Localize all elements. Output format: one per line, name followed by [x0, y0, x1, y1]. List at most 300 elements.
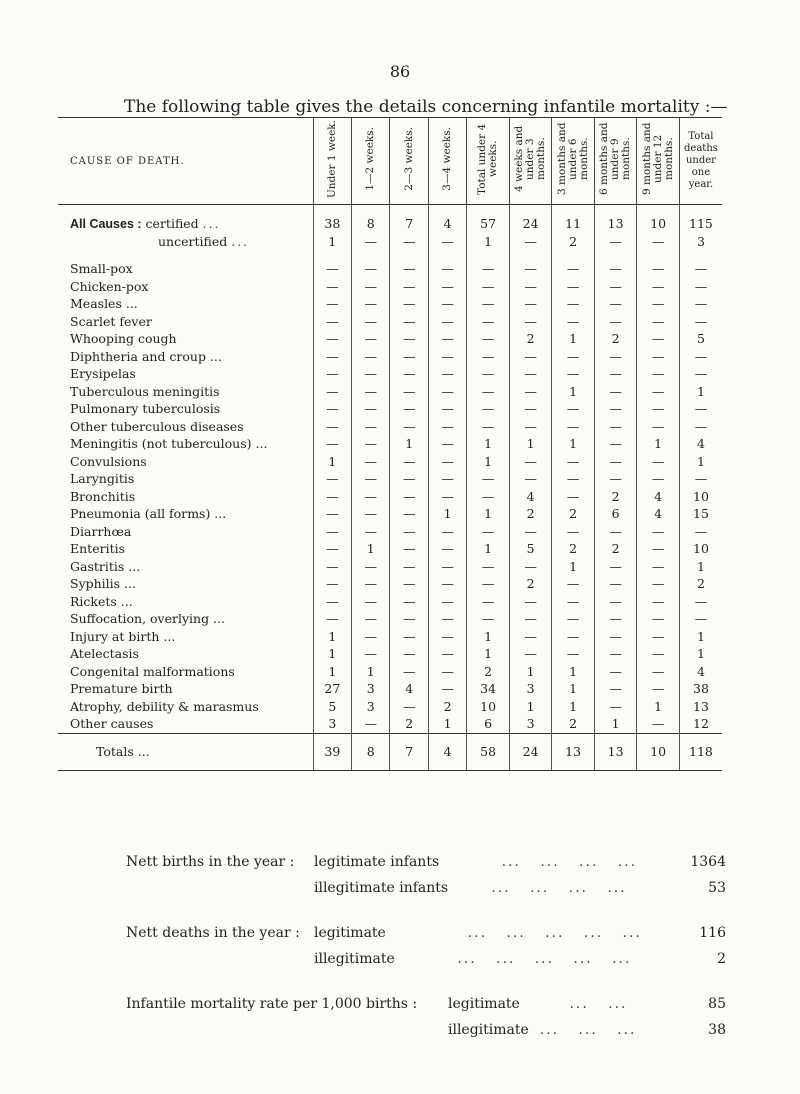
table-cell: —: [352, 470, 390, 488]
table-cell: 2: [552, 505, 595, 523]
table-cell: 1: [679, 558, 722, 576]
table-cell: 4: [509, 488, 552, 506]
table-cell: —: [390, 593, 428, 611]
table-cell: —: [594, 610, 637, 628]
table-cell: —: [552, 488, 595, 506]
table-cell: —: [552, 400, 595, 418]
table-cell: —: [637, 365, 680, 383]
table-cell: —: [679, 470, 722, 488]
births-label: Nett births in the year :: [126, 854, 295, 870]
table-cell: —: [313, 295, 351, 313]
table-cell: 1: [679, 383, 722, 401]
table-cell: —: [594, 435, 637, 453]
table-cell: —: [390, 505, 428, 523]
table-row: [58, 610, 722, 628]
table-cell: 1: [313, 453, 351, 471]
table-row: [58, 698, 722, 716]
table-cell: —: [352, 610, 390, 628]
cause-label: Injury at birth ...: [70, 628, 176, 644]
table-cell: —: [509, 470, 552, 488]
table-cell: —: [428, 663, 466, 681]
table-row: [58, 680, 722, 698]
table-cell: —: [637, 400, 680, 418]
table-cell: 4: [679, 663, 722, 681]
table-cell: —: [637, 680, 680, 698]
cause-label: Convulsions: [70, 453, 147, 469]
table-cell: 3: [352, 698, 390, 716]
table-cell: 2: [509, 330, 552, 348]
table-row: [58, 383, 722, 401]
table-row: [58, 523, 722, 541]
table-cell: —: [313, 418, 351, 436]
table-cell: —: [552, 628, 595, 646]
table-cell: —: [352, 453, 390, 471]
table-cell: —: [467, 295, 510, 313]
table-row: [58, 453, 722, 471]
table-cell: —: [313, 488, 351, 506]
table-cell: 3: [313, 715, 351, 733]
table-cell: —: [428, 488, 466, 506]
table-cell: —: [679, 313, 722, 331]
table-cell: —: [637, 330, 680, 348]
table-row: [58, 628, 722, 646]
table-cell: —: [390, 698, 428, 716]
table-cell: —: [509, 610, 552, 628]
table-cell: —: [313, 593, 351, 611]
table-row: [58, 558, 722, 576]
table-row: [58, 540, 722, 558]
table-cell: —: [637, 663, 680, 681]
table-row: [58, 488, 722, 506]
deaths-legit-value: 116: [699, 925, 726, 941]
table-cell: —: [467, 330, 510, 348]
table-cell: 2: [509, 505, 552, 523]
table-cell: —: [390, 295, 428, 313]
table-cell: —: [552, 295, 595, 313]
table-cell: 34: [467, 680, 510, 698]
table-cell: —: [467, 383, 510, 401]
table-cell: —: [637, 453, 680, 471]
table-cell: 2: [390, 715, 428, 733]
table-cell: 2: [552, 715, 595, 733]
table-row: [58, 365, 722, 383]
cause-label: Atrophy, debility & marasmus: [70, 698, 259, 714]
cause-label: Small-pox: [70, 261, 133, 277]
table-cell: —: [352, 278, 390, 296]
intro-text: The following table gives the details concerning infantile mortality :—: [124, 97, 728, 117]
table-cell: —: [467, 610, 510, 628]
cause-label: Other causes: [70, 716, 154, 732]
table-cell: —: [594, 628, 637, 646]
table-cell: —: [594, 593, 637, 611]
deaths-label: Nett deaths in the year :: [126, 925, 300, 941]
table-cell: 4: [679, 435, 722, 453]
table-cell: —: [637, 593, 680, 611]
table-cell: 39: [313, 733, 351, 770]
table-cell: —: [467, 558, 510, 576]
table-cell: 1: [509, 435, 552, 453]
table-cell: —: [552, 593, 595, 611]
table-cell: —: [390, 383, 428, 401]
cause-label: Diphtheria and croup ...: [70, 348, 222, 364]
table-cell: —: [509, 260, 552, 278]
table-row: [58, 645, 722, 663]
table-cell: —: [428, 435, 466, 453]
table-cell: 1: [313, 628, 351, 646]
cause-label: Whooping cough: [70, 331, 177, 347]
col-header: 4 weeks and under 3 months.: [509, 118, 552, 205]
table-cell: —: [428, 348, 466, 366]
table-cell: —: [313, 470, 351, 488]
table-cell: —: [390, 628, 428, 646]
col-header: 3 months and under 6 months.: [552, 118, 595, 205]
table-cell: 4: [637, 488, 680, 506]
table-cell: —: [428, 365, 466, 383]
table-cell: 1: [428, 505, 466, 523]
all-causes-label: All Causes :: [70, 217, 142, 232]
table-cell: —: [552, 610, 595, 628]
table-cell: —: [313, 610, 351, 628]
table-cell: —: [390, 348, 428, 366]
rate-legit-row: legitimate ... ...: [448, 996, 628, 1012]
table-cell: —: [467, 278, 510, 296]
col-header: 1—2 weeks.: [352, 118, 390, 205]
table-cell: —: [352, 383, 390, 401]
cause-label: Gastritis ...: [70, 558, 141, 574]
cause-label: Scarlet fever: [70, 313, 152, 329]
table-cell: —: [428, 400, 466, 418]
table-cell: —: [594, 278, 637, 296]
total-header: Total deaths under one year.: [679, 118, 722, 205]
table-cell: —: [637, 260, 680, 278]
table-cell: —: [467, 418, 510, 436]
cause-label: Enteritis: [70, 541, 126, 557]
table-cell: —: [313, 523, 351, 541]
table-row: [58, 715, 722, 733]
table-cell: —: [679, 593, 722, 611]
table-cell: —: [428, 453, 466, 471]
table-cell: 13: [594, 215, 637, 233]
table-cell: 1: [552, 558, 595, 576]
cause-label: Measles ...: [70, 296, 138, 312]
table-cell: —: [313, 505, 351, 523]
table-cell: —: [428, 628, 466, 646]
table-cell: —: [428, 680, 466, 698]
table-cell: 7: [390, 733, 428, 770]
header-row: [58, 118, 722, 205]
table-cell: —: [552, 523, 595, 541]
table-cell: —: [679, 278, 722, 296]
cause-label: Syphilis ...: [70, 576, 136, 592]
table-cell: 57: [467, 215, 510, 233]
table-cell: —: [428, 383, 466, 401]
table-cell: —: [313, 558, 351, 576]
table-cell: 2: [467, 663, 510, 681]
table-cell: —: [594, 470, 637, 488]
table-cell: —: [637, 470, 680, 488]
table-cell: —: [467, 523, 510, 541]
table-cell: —: [679, 523, 722, 541]
table-cell: 118: [679, 733, 722, 770]
cause-header: CAUSE OF DEATH.: [58, 118, 313, 205]
table-cell: —: [352, 295, 390, 313]
table-cell: 2: [594, 488, 637, 506]
table-cell: —: [637, 233, 680, 251]
table-cell: 1: [637, 698, 680, 716]
table-cell: —: [594, 453, 637, 471]
table-cell: 1: [552, 330, 595, 348]
col-header: Under 1 week.: [313, 118, 351, 205]
table-cell: —: [637, 313, 680, 331]
cause-label: Diarrhœa: [70, 523, 132, 539]
table-row: [58, 505, 722, 523]
table-cell: 1: [467, 540, 510, 558]
table-cell: —: [428, 540, 466, 558]
table-cell: —: [352, 575, 390, 593]
table-cell: 1: [467, 435, 510, 453]
table-row: [58, 348, 722, 366]
table-cell: 38: [679, 680, 722, 698]
table-cell: —: [313, 540, 351, 558]
table-cell: —: [594, 400, 637, 418]
table-cell: —: [467, 400, 510, 418]
table-cell: 1: [313, 645, 351, 663]
table-cell: —: [594, 645, 637, 663]
table-cell: —: [428, 558, 466, 576]
births-legit-row: legitimate infants ... ... ... ...: [314, 854, 638, 870]
table-cell: —: [428, 575, 466, 593]
table-cell: 1: [352, 663, 390, 681]
table-cell: —: [467, 593, 510, 611]
table-cell: —: [637, 383, 680, 401]
table-cell: —: [390, 663, 428, 681]
table-cell: —: [313, 330, 351, 348]
table-cell: —: [637, 418, 680, 436]
table-cell: 4: [390, 680, 428, 698]
table-cell: —: [637, 645, 680, 663]
table-cell: —: [467, 365, 510, 383]
table-cell: 13: [679, 698, 722, 716]
table-cell: —: [352, 628, 390, 646]
table-cell: 13: [552, 733, 595, 770]
table-cell: —: [390, 233, 428, 251]
cause-label: Premature birth: [70, 681, 173, 697]
cause-label: Chicken-pox: [70, 278, 149, 294]
table-cell: —: [390, 453, 428, 471]
table-cell: —: [637, 628, 680, 646]
table-cell: 8: [352, 215, 390, 233]
table-row-uncertified: uncertified ... 1 — — — 1 — 2 — — 3: [58, 233, 722, 251]
births-illegit-row: illegitimate infants ... ... ... ...: [314, 880, 627, 896]
table-cell: —: [679, 418, 722, 436]
table-row: [58, 278, 722, 296]
table-cell: —: [552, 470, 595, 488]
table-cell: 11: [552, 215, 595, 233]
table-cell: 10: [467, 698, 510, 716]
table-cell: 2: [428, 698, 466, 716]
cause-label: Tuberculous meningitis: [70, 383, 220, 399]
table-cell: —: [352, 330, 390, 348]
table-cell: —: [679, 610, 722, 628]
table-cell: 15: [679, 505, 722, 523]
table-cell: —: [594, 313, 637, 331]
table-cell: —: [552, 418, 595, 436]
table-cell: 1: [390, 435, 428, 453]
table-cell: —: [679, 365, 722, 383]
rate-label: Infantile mortality rate per 1,000 births :: [126, 996, 418, 1012]
deaths-illegit-row: illegitimate ... ... ... ... ...: [314, 951, 632, 967]
table-cell: 5: [313, 698, 351, 716]
table-cell: —: [594, 575, 637, 593]
cause-label: Rickets ...: [70, 593, 133, 609]
col-header: 2—3 weeks.: [390, 118, 428, 205]
table-cell: —: [390, 470, 428, 488]
table-cell: —: [637, 610, 680, 628]
table-cell: 10: [637, 733, 680, 770]
table-cell: 115: [679, 215, 722, 233]
table-cell: 24: [509, 215, 552, 233]
table-cell: 3: [509, 715, 552, 733]
page-number: 86: [389, 62, 411, 81]
table-cell: 1: [552, 680, 595, 698]
table-cell: —: [594, 680, 637, 698]
table-cell: 8: [352, 733, 390, 770]
table-cell: —: [594, 365, 637, 383]
table-cell: 1: [552, 663, 595, 681]
table-cell: —: [552, 575, 595, 593]
table-cell: —: [352, 418, 390, 436]
table-cell: —: [352, 523, 390, 541]
table-cell: —: [352, 645, 390, 663]
table-cell: —: [428, 470, 466, 488]
table-cell: —: [509, 523, 552, 541]
table-cell: —: [390, 610, 428, 628]
table-cell: —: [390, 400, 428, 418]
cause-label: Congenital malformations: [70, 663, 235, 679]
table-cell: —: [637, 348, 680, 366]
table-cell: 1: [637, 435, 680, 453]
table-cell: —: [313, 575, 351, 593]
table-cell: —: [637, 295, 680, 313]
table-cell: 12: [679, 715, 722, 733]
table-cell: 2: [509, 575, 552, 593]
table-cell: —: [428, 330, 466, 348]
table-cell: —: [390, 278, 428, 296]
table-cell: —: [428, 233, 466, 251]
table-cell: —: [352, 558, 390, 576]
table-row: [58, 400, 722, 418]
table-cell: —: [390, 540, 428, 558]
table-cell: —: [679, 348, 722, 366]
table-cell: —: [594, 383, 637, 401]
table-cell: —: [390, 523, 428, 541]
table-row: [58, 470, 722, 488]
table-cell: —: [352, 365, 390, 383]
table-cell: 4: [428, 733, 466, 770]
table-cell: 6: [467, 715, 510, 733]
table-cell: —: [467, 348, 510, 366]
table-cell: 3: [352, 680, 390, 698]
table-cell: —: [390, 330, 428, 348]
table-cell: —: [509, 295, 552, 313]
table-cell: —: [509, 558, 552, 576]
table-cell: —: [594, 698, 637, 716]
table-cell: 2: [552, 540, 595, 558]
deaths-illegit-value: 2: [717, 951, 726, 967]
table-cell: —: [637, 523, 680, 541]
table-cell: —: [390, 418, 428, 436]
table-cell: 4: [637, 505, 680, 523]
table-cell: —: [428, 610, 466, 628]
cause-label: Laryngitis: [70, 471, 135, 487]
table-cell: —: [594, 260, 637, 278]
table-cell: 2: [594, 540, 637, 558]
table-cell: 3: [509, 680, 552, 698]
table-cell: —: [428, 313, 466, 331]
table-cell: —: [428, 260, 466, 278]
rate-illegit-row: illegitimate ... ... ...: [448, 1022, 637, 1038]
table-cell: —: [509, 348, 552, 366]
table-cell: 1: [352, 540, 390, 558]
cause-label: Pulmonary tuberculosis: [70, 401, 221, 417]
cause-label: Meningitis (not tuberculous) ...: [70, 436, 268, 452]
table-cell: —: [509, 418, 552, 436]
table-cell: —: [637, 558, 680, 576]
table-cell: —: [509, 278, 552, 296]
table-cell: —: [594, 418, 637, 436]
table-cell: 24: [509, 733, 552, 770]
table-cell: 1: [313, 233, 351, 251]
table-cell: —: [390, 260, 428, 278]
table-cell: 1: [552, 435, 595, 453]
table-cell: —: [467, 470, 510, 488]
table-row: [58, 295, 722, 313]
table-cell: 1: [594, 715, 637, 733]
table-cell: —: [552, 453, 595, 471]
table-cell: 1: [552, 383, 595, 401]
table-cell: —: [594, 663, 637, 681]
table-cell: 1: [467, 505, 510, 523]
table-cell: —: [509, 645, 552, 663]
table-cell: 2: [679, 575, 722, 593]
table-cell: —: [594, 295, 637, 313]
table-cell: —: [594, 523, 637, 541]
table-cell: 1: [509, 698, 552, 716]
col-header: Total under 4 weeks.: [467, 118, 510, 205]
table-cell: —: [428, 645, 466, 663]
table-row-certified: All Causes : certified ... 38 8 7 4 57 24 11 13 10 115: [58, 215, 722, 233]
table-cell: —: [509, 313, 552, 331]
rate-illegit-value: 38: [708, 1022, 726, 1038]
table-cell: —: [637, 715, 680, 733]
table-cell: 38: [313, 215, 351, 233]
table-cell: 10: [679, 488, 722, 506]
table-cell: —: [467, 260, 510, 278]
totals-label: Totals ...: [58, 733, 313, 770]
col-header: 9 months and under 12 months.: [637, 118, 680, 205]
table-cell: —: [552, 260, 595, 278]
totals-row: [58, 733, 722, 770]
table-cell: —: [428, 418, 466, 436]
table-cell: 58: [467, 733, 510, 770]
col-header: 3—4 weeks.: [428, 118, 466, 205]
deaths-legit-row: legitimate ... ... ... ... ...: [314, 925, 642, 941]
mortality-table: [58, 117, 722, 771]
table-cell: 1: [467, 233, 510, 251]
table-cell: —: [509, 628, 552, 646]
table-cell: —: [467, 488, 510, 506]
table-cell: —: [428, 593, 466, 611]
